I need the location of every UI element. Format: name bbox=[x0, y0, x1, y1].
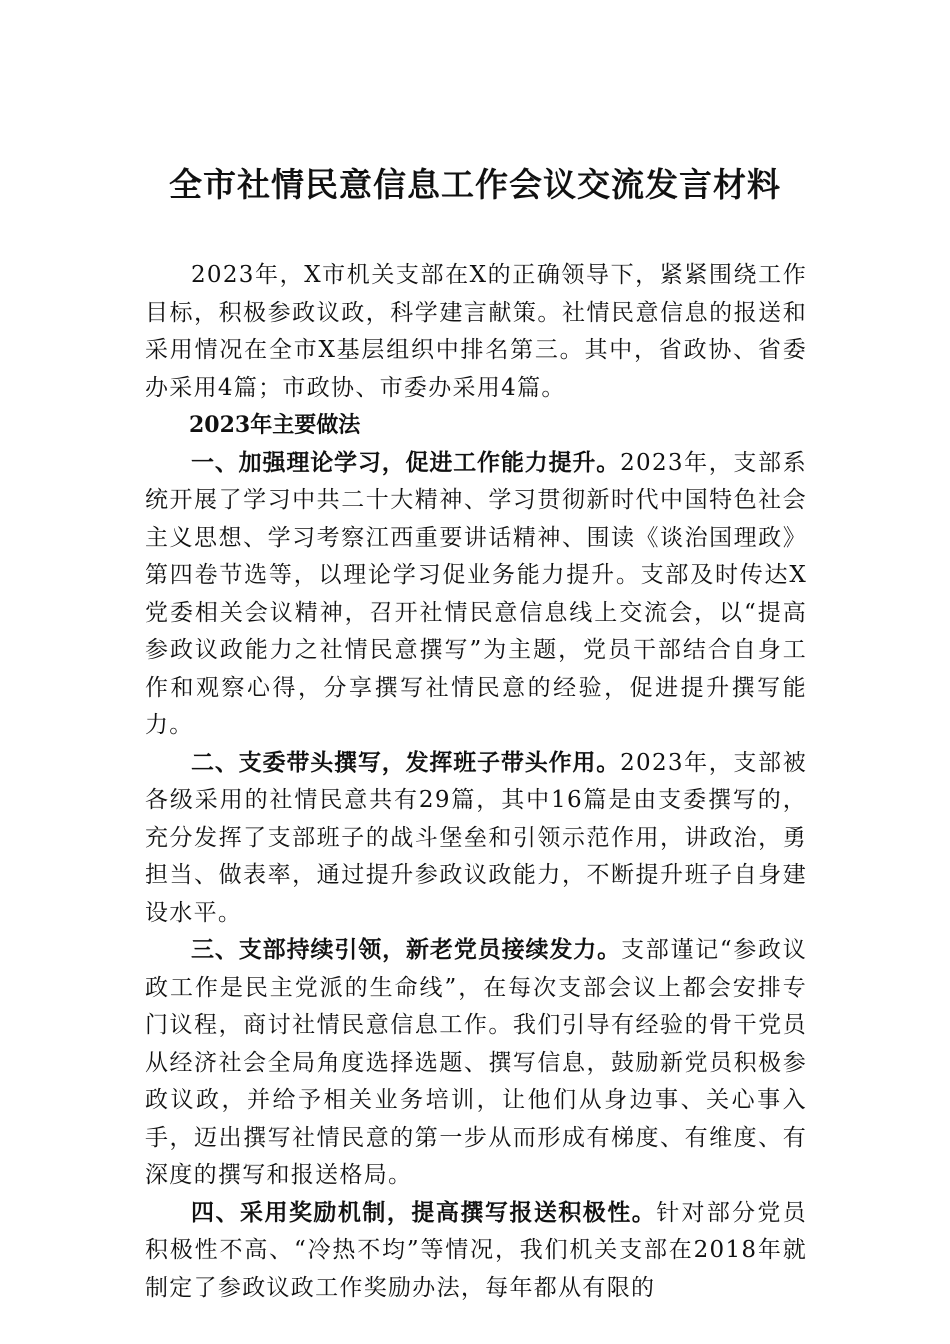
point-lead-3: 三、支部持续引领，新老党员接续发力。 bbox=[191, 937, 622, 963]
point-lead-1: 一、加强理论学习，促进工作能力提升。 bbox=[191, 449, 621, 476]
point-paragraph-4 bbox=[145, 1195, 807, 1308]
point-text-4: 针对部分党员积极性不高、“冷热不均”等情况，我们机关支部在2018年就制定了参政议政工作奖励办法，每年都从有限的 bbox=[145, 1199, 808, 1301]
document-body bbox=[145, 257, 807, 1307]
intro-paragraph: 2023年，X市机关支部在X的正确领导下，紧紧围绕工作目标，积极参政议政，科学建言献策。社情民意信息的报送和采用情况在全市X基层组织中排名第三。其中，省政协、省委办采用4篇；市政协、市委办采用4篇。 bbox=[145, 262, 807, 401]
section-heading: 2023年主要做法 bbox=[189, 412, 361, 438]
point-lead-2: 二、支委带头撰写，发挥班子带头作用。 bbox=[191, 749, 621, 776]
point-text-3: 支部谨记“参政议政工作是民主党派的生命线”，在每次支部会议上都会安排专门议程，商讨社情民意信息工作。我们引导有经验的骨干党员从经济社会全局角度选择选题、撰写信息，鼓励新党员积极参政议政，并给予相关业务培训，让他们从身边事、关心事入手，迈出撰写社情民意的第一步从而形成有梯度、有维度、有深度的撰写和报送格局。 bbox=[145, 937, 807, 1188]
point-lead-4: 四、采用奖励机制，提高撰写报送积极性。 bbox=[191, 1199, 657, 1226]
document-title: 全市社情民意信息工作会议交流发言材料 bbox=[169, 165, 781, 204]
point-text-1: 2023年，支部系统开展了学习中共二十大精神、学习贯彻新时代中国特色社会主义思想、学习考察江西重要讲话精神、围读《谈治国理政》第四卷节选等，以理论学习促业务能力提升。支部及时传达X党委相关会议精神，召开社情民意信息线上交流会，以“提高参政议政能力之社情民意撰写”为主题，党员干部结合自身工作和观察心得，分享撰写社情民意的经验，促进提升撰写能力。 bbox=[145, 449, 807, 738]
point-paragraph-2 bbox=[145, 745, 807, 933]
point-text-2: 2023年，支部被各级采用的社情民意共有29篇，其中16篇是由支委撰写的，充分发挥了支部班子的战斗堡垒和引领示范作用，讲政治，勇担当、做表率，通过提升参政议政能力，不断提升班子自身建设水平。 bbox=[145, 749, 807, 926]
point-paragraph-1 bbox=[145, 445, 807, 745]
point-paragraph-3 bbox=[145, 932, 807, 1195]
